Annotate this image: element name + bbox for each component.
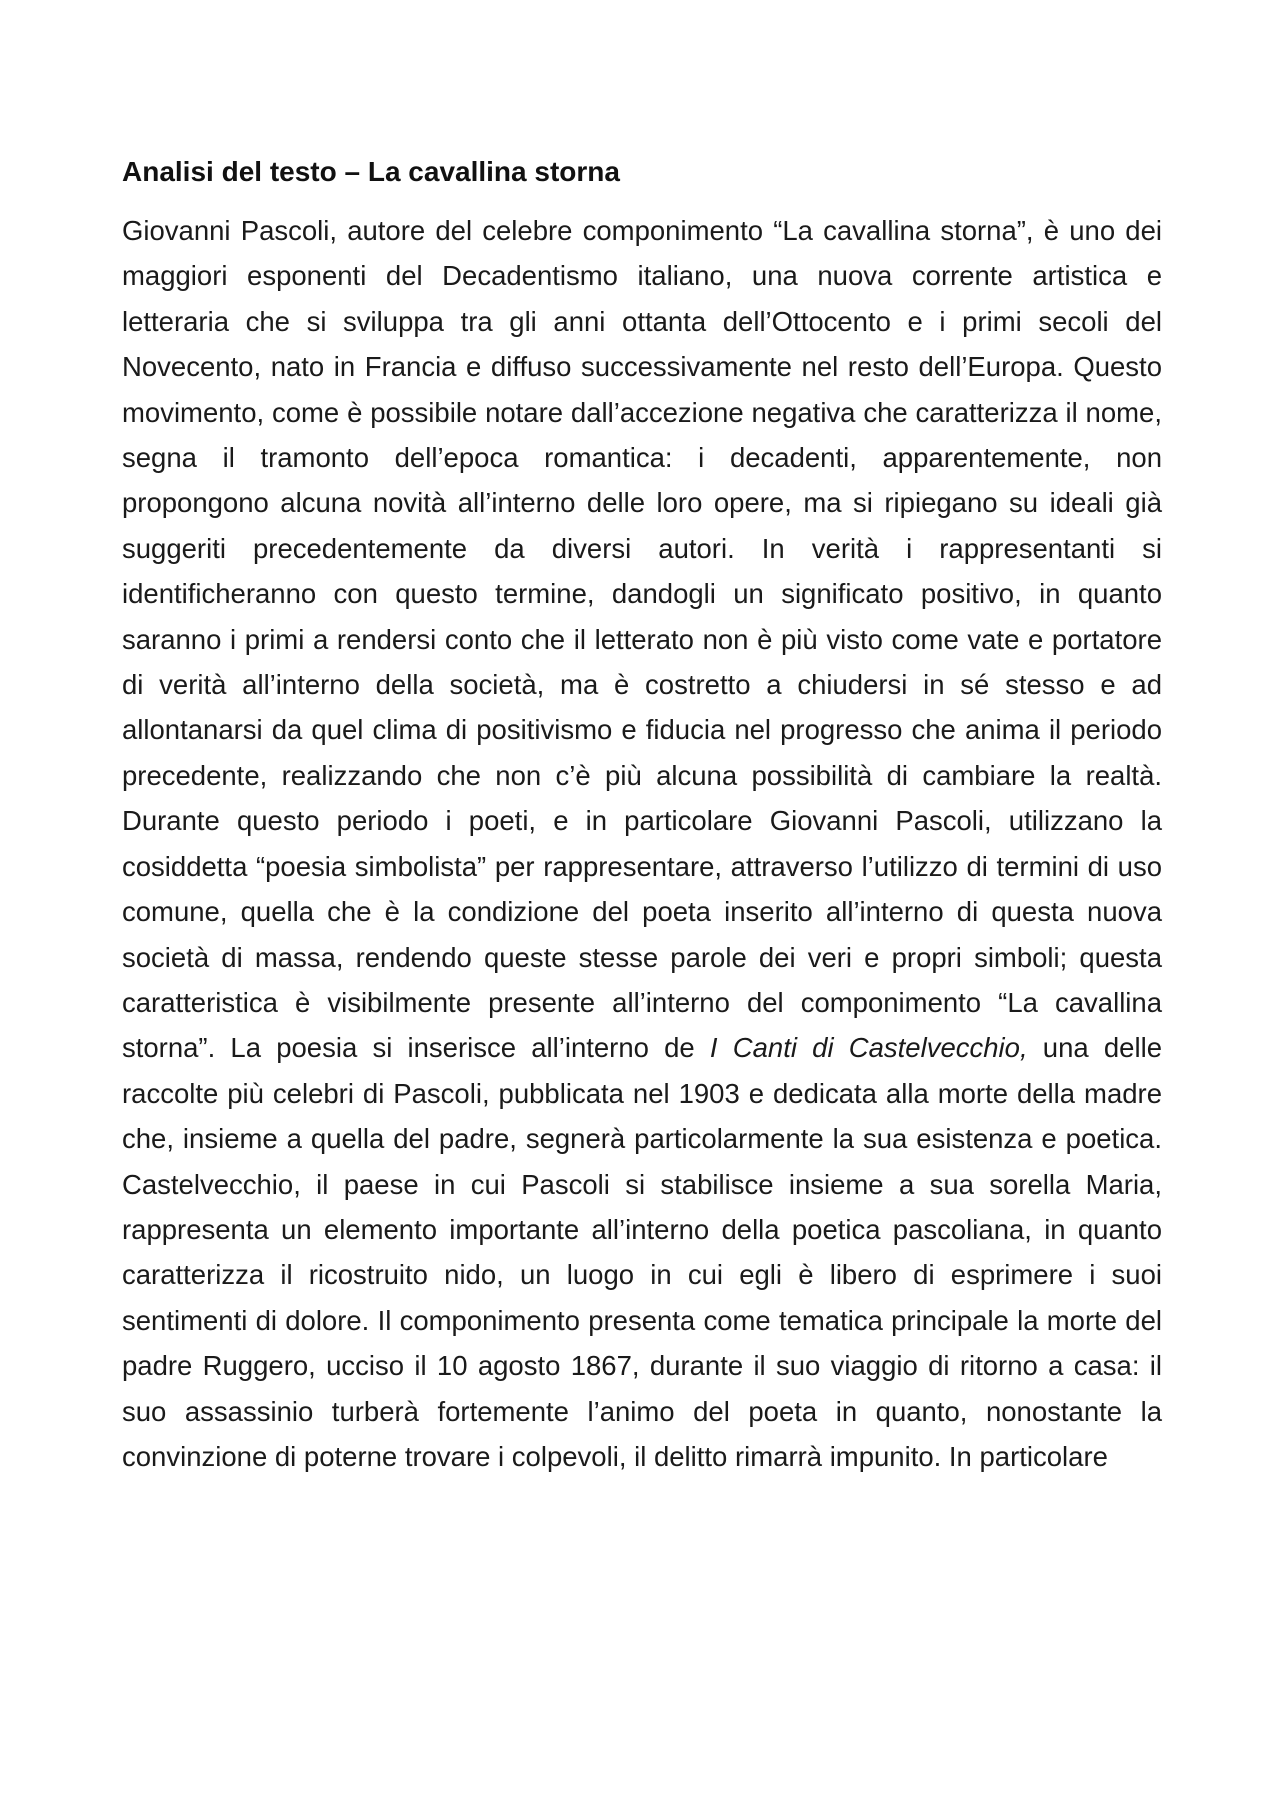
paragraph-text-part-2: una delle raccolte più celebri di Pascoli, pubblicata nel 1903 e dedicata alla morte della madre che, insieme a quella del padre, segnerà particolarmente la sua esistenza e poetica. Castelvecchio, il paese in cui Pascoli si stabilisce insieme a sua sorella Maria, rappresenta un elemento importante all’interno della poetica pascoliana, in quanto caratterizza il ricostruito nido, un luogo in cui egli è libero di esprimere i suoi sentimenti di dolore. Il componimento presenta come tematica principale la morte del padre Ruggero, ucciso il 10 agosto 1867, durante il suo viaggio di ritorno a casa: il suo assassinio turberà fortemente l’animo del poeta in quanto, nonostante la convinzione di poterne trovare i colpevoli, il delitto rimarrà impunito. In particolare xyxy=(122,1032,1162,1472)
body-paragraph xyxy=(122,208,1162,1479)
document-title: Analisi del testo – La cavallina storna xyxy=(122,156,620,187)
italic-book-title: I Canti di Castelvecchio, xyxy=(709,1032,1028,1064)
paragraph-text-part-1: Giovanni Pascoli, autore del celebre componimento “La cavallina storna”, è uno dei maggiori esponenti del Decadentismo italiano, una nuova corrente artistica e letteraria che si sviluppa tra gli anni ottanta dell’Ottocento e i primi secoli del Novecento, nato in Francia e diffuso successivamente nel resto dell’Europa. Questo movimento, come è possibile notare dall’accezione negativa che caratterizza il nome, segna il tramonto dell’epoca romantica: i decadenti, apparentemente, non propongono alcuna novità all’interno delle loro opere, ma si ripiegano su ideali già suggeriti precedentemente da diversi autori. In verità i rappresentanti si identificheranno con questo termine, dandogli un significato positivo, in quanto saranno i primi a rendersi conto che il letterato non è più visto come vate e portatore di verità all’interno della società, ma è costretto a chiudersi in sé stesso e ad allontanarsi da quel clima di positivismo e fiducia nel progresso che anima il periodo precedente, realizzando che non c’è più alcuna possibilità di cambiare la realtà. Durante questo periodo i poeti, e in particolare Giovanni Pascoli, utilizzano la cosiddetta “poesia simbolista” per rappresentare, attraverso l’utilizzo di termini di uso comune, quella che è la condizione del poeta inserito all’interno di questa nuova società di massa, rendendo queste stesse parole dei veri e propri simboli; questa caratteristica è visibilmente presente all’interno del componimento “La cavallina storna”. La poesia si inserisce all’interno de xyxy=(122,215,1162,1064)
document-content xyxy=(122,152,1162,1479)
